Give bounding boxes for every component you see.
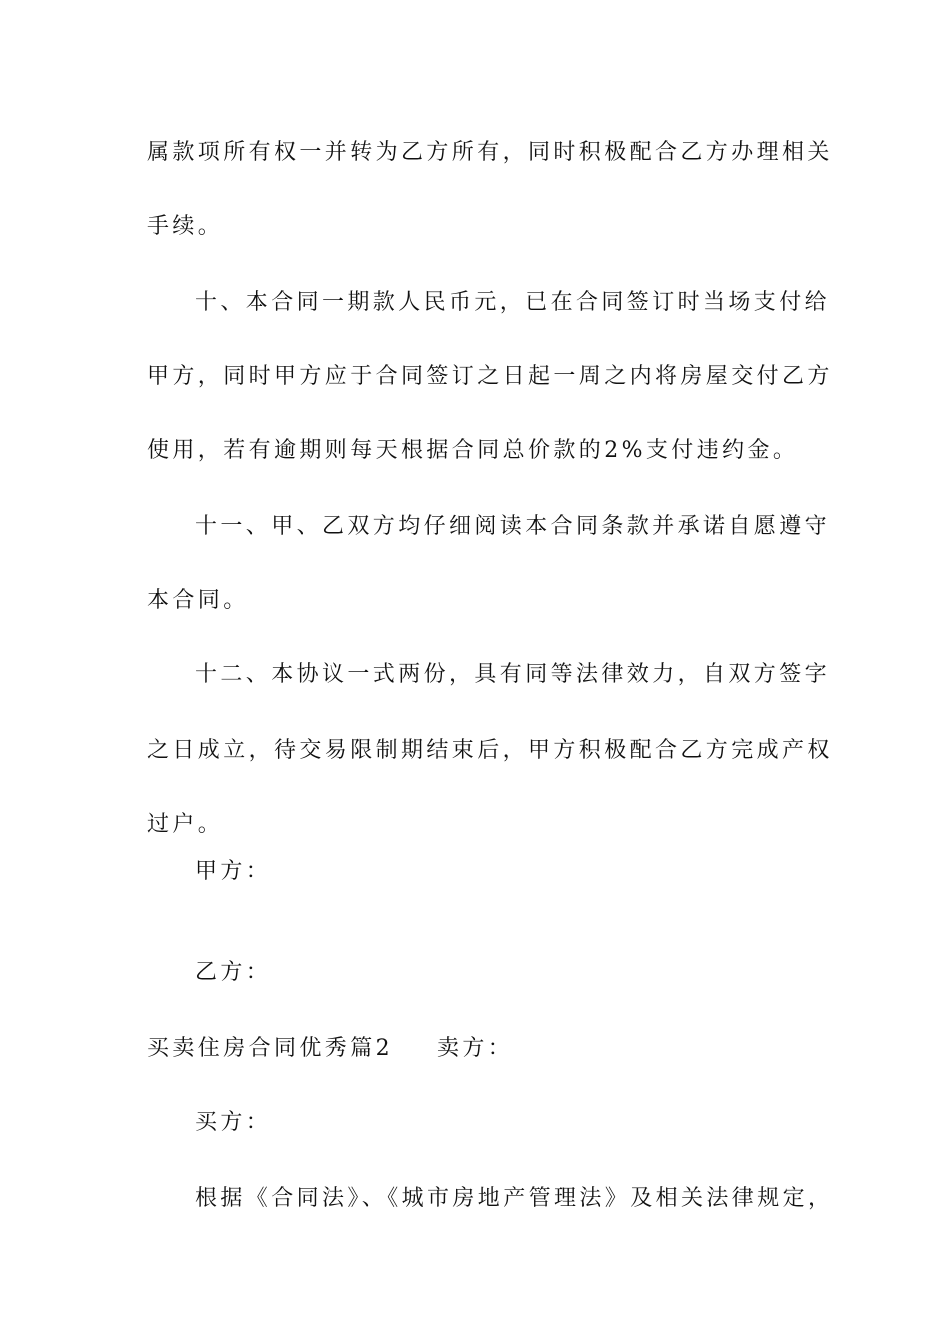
paragraph-line: 根据《合同法》、《城市房地产管理法》及相关法律规定， (195, 1186, 834, 1211)
clause-10-line: 十、本合同一期款人民币元，已在合同签订时当场支付给 (195, 290, 831, 315)
section-heading-row (147, 1034, 513, 1064)
party-a-label: 甲方： (195, 859, 272, 884)
paragraph-line: 属款项所有权一并转为乙方所有，同时积极配合乙方办理相关 (147, 140, 833, 165)
buyer-label: 买方： (195, 1110, 272, 1135)
paragraph-line: 甲方，同时甲方应于合同签订之日起一周之内将房屋交付乙方 (147, 364, 833, 389)
clause-11-line: 十一、甲、乙双方均仔细阅读本合同条款并承诺自愿遵守 (195, 514, 831, 539)
seller-label: 卖方： (437, 1036, 514, 1061)
paragraph-line: 过户。 (147, 812, 224, 837)
paragraph-line: 本合同。 (147, 588, 249, 613)
section-heading: 买卖住房合同优秀篇2 (147, 1036, 393, 1061)
paragraph-line: 手续。 (147, 214, 224, 239)
paragraph-line: 之日成立，待交易限制期结束后，甲方积极配合乙方完成产权 (147, 738, 833, 763)
paragraph-line: 使用，若有逾期则每天根据合同总价款的2%支付违约金。 (147, 438, 799, 463)
clause-12-line: 十二、本协议一式两份，具有同等法律效力，自双方签字 (195, 662, 831, 687)
party-b-label: 乙方： (195, 960, 272, 985)
